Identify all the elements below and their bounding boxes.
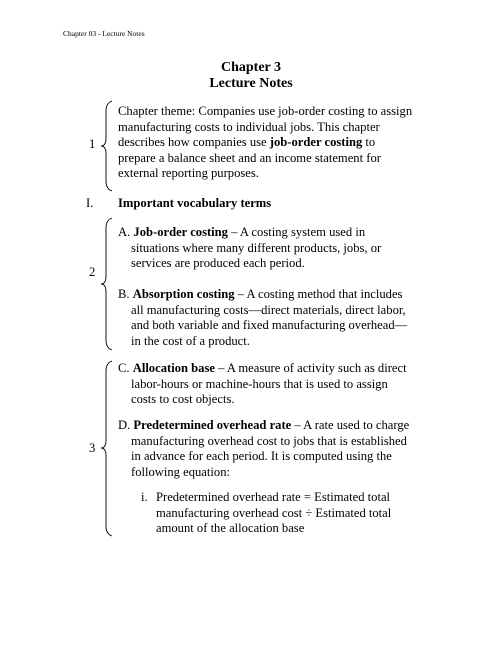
equation-numeral: i.: [141, 490, 148, 504]
term-b: B. Absorption costing – A costing method that includes all manufacturing costs—direct materials, direct labor, and both variable and fixed manufacturing overhead— in the cost of a product.: [118, 287, 408, 348]
section-numeral: I.: [86, 196, 94, 210]
term-letter: C.: [118, 361, 130, 375]
left-brace-2: [100, 218, 114, 350]
term-name: Allocation base: [132, 361, 215, 375]
left-brace-3: [100, 361, 114, 536]
margin-number-3: 3: [89, 441, 96, 455]
term-letter: D.: [118, 418, 131, 432]
term-letter: A.: [118, 225, 131, 239]
term-c: C. Allocation base – A measure of activity such as direct labor-hours or machine-hours that is used to assign costs to cost objects.: [118, 361, 407, 406]
running-header: Chapter 03 - Lecture Notes: [63, 29, 145, 38]
left-brace-1: [100, 101, 114, 191]
term-name: Predetermined overhead rate: [133, 418, 292, 432]
term-a: A. Job-order costing – A costing system used in situations where many different products, jobs, or services are produced each period.: [118, 225, 382, 270]
term-letter: B.: [118, 287, 130, 301]
chapter-title: Chapter 3: [220, 60, 282, 75]
term-d: D. Predetermined overhead rate – A rate used to charge manufacturing overhead cost to jobs that is established in advance for each period. It is computed using the following equation:: [118, 418, 410, 479]
section-heading: Important vocabulary terms: [118, 196, 272, 210]
margin-number-1: 1: [89, 137, 96, 151]
margin-number-2: 2: [89, 265, 96, 279]
lecture-notes-title: Lecture Notes: [209, 76, 293, 91]
term-name: Absorption costing: [132, 287, 235, 301]
term-name: Job-order costing: [133, 225, 228, 239]
chapter-theme-paragraph: Chapter theme: Companies use job-order costing to assign manufacturing costs to individual jobs. This chapter describes how companies use job-order costing to prepare a balance sheet and an income statement for external reporting purposes.: [118, 104, 413, 180]
overhead-rate-equation: Predetermined overhead rate = Estimated total manufacturing overhead cost ÷ Estimated total amount of the allocation base: [156, 490, 392, 535]
